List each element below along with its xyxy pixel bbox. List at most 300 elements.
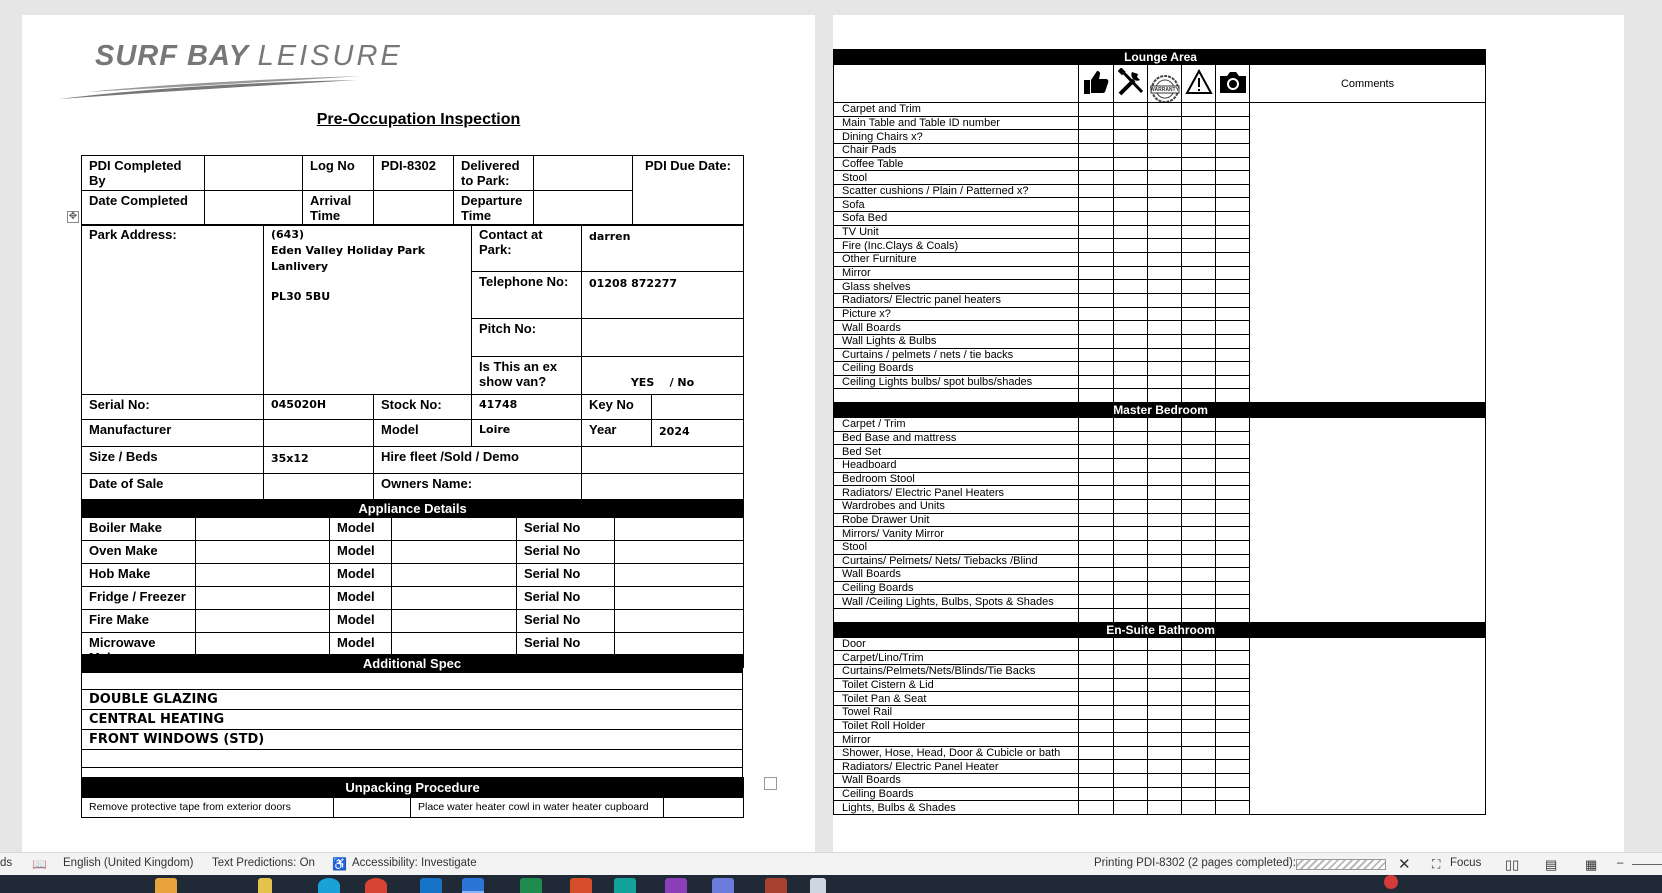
comments-field[interactable] [1250, 637, 1486, 814]
pitch-field[interactable] [582, 319, 744, 357]
checklist-checkbox[interactable] [1079, 321, 1114, 335]
model-value[interactable]: Loire [472, 420, 582, 447]
checklist-checkbox[interactable] [1148, 362, 1182, 376]
key-no-field[interactable] [652, 395, 744, 420]
book-icon[interactable]: 📖 [32, 857, 47, 871]
checklist-checkbox[interactable] [1148, 389, 1182, 403]
checklist-checkbox[interactable] [1114, 445, 1148, 459]
checklist-checkbox[interactable] [1216, 348, 1250, 362]
checklist-checkbox[interactable] [1114, 459, 1148, 473]
checklist-checkbox[interactable] [1079, 746, 1114, 760]
cancel-print-icon[interactable]: ✕ [1398, 856, 1411, 873]
delivered-to-park-field[interactable] [534, 156, 633, 191]
teams-icon[interactable] [614, 878, 636, 893]
checklist-checkbox[interactable] [1148, 787, 1182, 801]
checklist-checkbox[interactable] [1114, 554, 1148, 568]
checklist-checkbox[interactable] [1182, 225, 1216, 239]
checklist-checkbox[interactable] [1148, 719, 1182, 733]
chrome-icon[interactable] [365, 878, 387, 893]
language-indicator[interactable]: English (United Kingdom) [63, 857, 194, 869]
checklist-checkbox[interactable] [1182, 540, 1216, 554]
checklist-checkbox[interactable] [1216, 527, 1250, 541]
checklist-checkbox[interactable] [1079, 554, 1114, 568]
checklist-checkbox[interactable] [1148, 568, 1182, 582]
read-mode-icon[interactable]: ▯▯ [1505, 857, 1520, 872]
checklist-checkbox[interactable] [1148, 692, 1182, 706]
year-value[interactable]: 2024 [652, 420, 744, 447]
checklist-checkbox[interactable] [1148, 348, 1182, 362]
checklist-checkbox[interactable] [1079, 103, 1114, 117]
stock-no-value[interactable]: 41748 [472, 395, 582, 420]
checklist-checkbox[interactable] [1148, 774, 1182, 788]
spec-double-glazing[interactable]: DOUBLE GLAZING [82, 690, 743, 710]
checklist-checkbox[interactable] [1216, 334, 1250, 348]
checklist-checkbox[interactable] [1148, 253, 1182, 267]
checklist-checkbox[interactable] [1216, 651, 1250, 665]
checklist-checkbox[interactable] [1079, 116, 1114, 130]
spec-central-heating[interactable]: CENTRAL HEATING [82, 710, 743, 730]
checklist-checkbox[interactable] [1079, 362, 1114, 376]
checklist-checkbox[interactable] [1182, 103, 1216, 117]
checklist-checkbox[interactable] [1148, 212, 1182, 226]
checklist-checkbox[interactable] [1148, 143, 1182, 157]
checklist-checkbox[interactable] [1182, 389, 1216, 403]
checklist-checkbox[interactable] [1216, 499, 1250, 513]
checklist-checkbox[interactable] [1079, 212, 1114, 226]
checklist-checkbox[interactable] [1148, 334, 1182, 348]
word-icon[interactable] [462, 878, 484, 893]
checklist-checkbox[interactable] [1114, 486, 1148, 500]
box-app-icon[interactable] [810, 878, 826, 893]
checklist-checkbox[interactable] [1114, 198, 1148, 212]
checklist-checkbox[interactable] [1114, 431, 1148, 445]
size-beds-value[interactable]: 35x12 [264, 447, 374, 474]
checklist-checkbox[interactable] [1148, 513, 1182, 527]
checklist-checkbox[interactable] [1148, 307, 1182, 321]
checklist-checkbox[interactable] [1148, 157, 1182, 171]
checklist-checkbox[interactable] [1182, 293, 1216, 307]
checklist-checkbox[interactable] [1148, 554, 1182, 568]
checklist-checkbox[interactable] [1079, 184, 1114, 198]
appliance-model-field[interactable] [392, 610, 517, 633]
checklist-checkbox[interactable] [1079, 389, 1114, 403]
checklist-checkbox[interactable] [1216, 431, 1250, 445]
checklist-checkbox[interactable] [1148, 375, 1182, 389]
checklist-checkbox[interactable] [1148, 609, 1182, 623]
checklist-checkbox[interactable] [1079, 719, 1114, 733]
checklist-checkbox[interactable] [1216, 705, 1250, 719]
checklist-checkbox[interactable] [1216, 103, 1250, 117]
checklist-checkbox[interactable] [1182, 595, 1216, 609]
checklist-checkbox[interactable] [1216, 362, 1250, 376]
checklist-checkbox[interactable] [1148, 678, 1182, 692]
checklist-checkbox[interactable] [1182, 554, 1216, 568]
checklist-checkbox[interactable] [1182, 157, 1216, 171]
onenote-icon[interactable] [665, 878, 687, 893]
powerpoint-icon[interactable] [570, 878, 592, 893]
checklist-checkbox[interactable] [1182, 307, 1216, 321]
checklist-checkbox[interactable] [1148, 760, 1182, 774]
checklist-checkbox[interactable] [1114, 801, 1148, 815]
checklist-checkbox[interactable] [1114, 143, 1148, 157]
focus-icon[interactable]: ⛶ [1432, 857, 1441, 871]
checklist-checkbox[interactable] [1216, 321, 1250, 335]
checklist-checkbox[interactable] [1114, 746, 1148, 760]
checklist-checkbox[interactable] [1182, 375, 1216, 389]
accessibility-icon[interactable]: ♿ [332, 857, 347, 871]
checklist-checkbox[interactable] [1079, 157, 1114, 171]
comments-field[interactable] [1250, 418, 1486, 623]
checklist-checkbox[interactable] [1148, 664, 1182, 678]
appliance-make-field[interactable] [196, 610, 330, 633]
checklist-checkbox[interactable] [1148, 418, 1182, 432]
checklist-checkbox[interactable] [1216, 774, 1250, 788]
checklist-checkbox[interactable] [1148, 103, 1182, 117]
checklist-checkbox[interactable] [1216, 375, 1250, 389]
checklist-checkbox[interactable] [1079, 334, 1114, 348]
checklist-checkbox[interactable] [1216, 239, 1250, 253]
checklist-checkbox[interactable] [1114, 705, 1148, 719]
checklist-checkbox[interactable] [1114, 678, 1148, 692]
checklist-checkbox[interactable] [1148, 801, 1182, 815]
checklist-checkbox[interactable] [1079, 225, 1114, 239]
checklist-checkbox[interactable] [1079, 280, 1114, 294]
checklist-checkbox[interactable] [1148, 130, 1182, 144]
checklist-checkbox[interactable] [1216, 293, 1250, 307]
telephone-value[interactable]: 01208 872277 [582, 272, 744, 319]
checklist-checkbox[interactable] [1114, 719, 1148, 733]
checklist-checkbox[interactable] [1079, 513, 1114, 527]
checklist-checkbox[interactable] [1079, 733, 1114, 747]
notification-badge[interactable] [1384, 875, 1398, 889]
checklist-checkbox[interactable] [1216, 225, 1250, 239]
checklist-checkbox[interactable] [1114, 692, 1148, 706]
checklist-checkbox[interactable] [1182, 171, 1216, 185]
checklist-checkbox[interactable] [1182, 651, 1216, 665]
print-layout-icon[interactable]: ▤ [1545, 857, 1558, 872]
checklist-checkbox[interactable] [1079, 527, 1114, 541]
checklist-checkbox[interactable] [1079, 637, 1114, 651]
checklist-checkbox[interactable] [1148, 651, 1182, 665]
checklist-checkbox[interactable] [1182, 486, 1216, 500]
serial-no-value[interactable]: 045020H [264, 395, 374, 420]
checklist-checkbox[interactable] [1079, 293, 1114, 307]
hire-sold-demo-field[interactable] [582, 447, 744, 474]
checklist-checkbox[interactable] [1182, 787, 1216, 801]
checklist-checkbox[interactable] [1216, 609, 1250, 623]
edge-icon[interactable] [318, 878, 340, 893]
checklist-checkbox[interactable] [1216, 472, 1250, 486]
checklist-checkbox[interactable] [1216, 595, 1250, 609]
checklist-checkbox[interactable] [1216, 266, 1250, 280]
checklist-checkbox[interactable] [1114, 375, 1148, 389]
checklist-checkbox[interactable] [1114, 253, 1148, 267]
checklist-checkbox[interactable] [1182, 499, 1216, 513]
checklist-checkbox[interactable] [1079, 130, 1114, 144]
checklist-checkbox[interactable] [1148, 705, 1182, 719]
checklist-checkbox[interactable] [1182, 581, 1216, 595]
appliance-make-field[interactable] [196, 518, 330, 541]
checklist-checkbox[interactable] [1114, 774, 1148, 788]
checklist-checkbox[interactable] [1148, 637, 1182, 651]
checklist-checkbox[interactable] [1114, 130, 1148, 144]
appliance-make-field[interactable] [196, 587, 330, 610]
checklist-checkbox[interactable] [1216, 801, 1250, 815]
appliance-model-field[interactable] [392, 518, 517, 541]
text-predictions-indicator[interactable]: Text Predictions: On [212, 857, 315, 869]
checklist-checkbox[interactable] [1148, 431, 1182, 445]
checklist-checkbox[interactable] [1182, 568, 1216, 582]
checklist-checkbox[interactable] [1216, 678, 1250, 692]
checklist-checkbox[interactable] [1182, 212, 1216, 226]
checklist-checkbox[interactable] [1079, 664, 1114, 678]
checklist-checkbox[interactable] [1114, 733, 1148, 747]
checklist-checkbox[interactable] [1148, 581, 1182, 595]
folder-icon[interactable] [258, 878, 272, 893]
checklist-checkbox[interactable] [1182, 459, 1216, 473]
checklist-checkbox[interactable] [1079, 568, 1114, 582]
checklist-checkbox[interactable] [1182, 527, 1216, 541]
checklist-checkbox[interactable] [1216, 581, 1250, 595]
park-address-value[interactable] [264, 225, 472, 395]
checklist-checkbox[interactable] [1148, 746, 1182, 760]
spec-blank-row[interactable] [82, 750, 743, 768]
checklist-checkbox[interactable] [1182, 760, 1216, 774]
checklist-checkbox[interactable] [1114, 116, 1148, 130]
checklist-checkbox[interactable] [1182, 664, 1216, 678]
checklist-checkbox[interactable] [1148, 293, 1182, 307]
checklist-checkbox[interactable] [1182, 637, 1216, 651]
word-count-partial[interactable]: ds [0, 857, 13, 869]
checklist-checkbox[interactable] [1079, 774, 1114, 788]
checklist-checkbox[interactable] [1079, 253, 1114, 267]
excel-icon[interactable] [520, 878, 542, 893]
checklist-checkbox[interactable] [1216, 184, 1250, 198]
checklist-checkbox[interactable] [1182, 431, 1216, 445]
checklist-checkbox[interactable] [1079, 472, 1114, 486]
checklist-checkbox[interactable] [1216, 253, 1250, 267]
checklist-checkbox[interactable] [1216, 445, 1250, 459]
appliance-model-field[interactable] [392, 587, 517, 610]
checklist-checkbox[interactable] [1079, 307, 1114, 321]
checklist-checkbox[interactable] [1182, 445, 1216, 459]
checklist-checkbox[interactable] [1182, 774, 1216, 788]
checklist-checkbox[interactable] [1148, 225, 1182, 239]
checklist-checkbox[interactable] [1114, 637, 1148, 651]
checklist-checkbox[interactable] [1114, 157, 1148, 171]
checklist-checkbox[interactable] [1079, 171, 1114, 185]
checklist-checkbox[interactable] [1216, 171, 1250, 185]
focus-button[interactable]: Focus [1450, 857, 1482, 869]
checklist-checkbox[interactable] [1148, 595, 1182, 609]
checklist-checkbox[interactable] [1216, 157, 1250, 171]
checklist-checkbox[interactable] [1182, 334, 1216, 348]
checklist-checkbox[interactable] [1182, 705, 1216, 719]
checklist-checkbox[interactable] [1216, 389, 1250, 403]
checklist-checkbox[interactable] [1216, 513, 1250, 527]
outlook-icon[interactable] [420, 878, 442, 893]
accessibility-indicator[interactable]: Accessibility: Investigate [352, 857, 477, 869]
checklist-checkbox[interactable] [1079, 375, 1114, 389]
checklist-checkbox[interactable] [1148, 239, 1182, 253]
checklist-checkbox[interactable] [1079, 787, 1114, 801]
checklist-checkbox[interactable] [1216, 787, 1250, 801]
checklist-checkbox[interactable] [1216, 664, 1250, 678]
checklist-checkbox[interactable] [1182, 418, 1216, 432]
checklist-checkbox[interactable] [1114, 266, 1148, 280]
checklist-checkbox[interactable] [1114, 760, 1148, 774]
checklist-checkbox[interactable] [1114, 362, 1148, 376]
checklist-checkbox[interactable] [1079, 348, 1114, 362]
checklist-checkbox[interactable] [1216, 116, 1250, 130]
checklist-checkbox[interactable] [1079, 198, 1114, 212]
appliance-make-field[interactable] [196, 564, 330, 587]
checklist-checkbox[interactable] [1148, 527, 1182, 541]
web-layout-icon[interactable]: ▦ [1585, 857, 1598, 872]
checklist-checkbox[interactable] [1114, 307, 1148, 321]
checklist-checkbox[interactable] [1216, 760, 1250, 774]
checklist-checkbox[interactable] [1182, 253, 1216, 267]
checklist-checkbox[interactable] [1079, 418, 1114, 432]
checklist-checkbox[interactable] [1079, 705, 1114, 719]
checklist-checkbox[interactable] [1079, 431, 1114, 445]
checklist-checkbox[interactable] [1182, 362, 1216, 376]
checklist-checkbox[interactable] [1216, 212, 1250, 226]
checklist-checkbox[interactable] [1079, 143, 1114, 157]
date-completed-field[interactable] [205, 191, 303, 226]
checklist-checkbox[interactable] [1182, 692, 1216, 706]
checklist-checkbox[interactable] [1148, 540, 1182, 554]
checklist-checkbox[interactable] [1114, 568, 1148, 582]
checklist-checkbox[interactable] [1182, 198, 1216, 212]
checklist-checkbox[interactable] [1216, 418, 1250, 432]
checklist-checkbox[interactable] [1114, 334, 1148, 348]
checklist-checkbox[interactable] [1216, 746, 1250, 760]
appliance-serial-field[interactable] [615, 541, 744, 564]
checklist-checkbox[interactable] [1114, 389, 1148, 403]
appliance-model-field[interactable] [392, 564, 517, 587]
checklist-checkbox[interactable] [1148, 280, 1182, 294]
checklist-checkbox[interactable] [1182, 733, 1216, 747]
checklist-checkbox[interactable] [1182, 348, 1216, 362]
checklist-checkbox[interactable] [1079, 595, 1114, 609]
checklist-checkbox[interactable] [1079, 266, 1114, 280]
checklist-checkbox[interactable] [1079, 692, 1114, 706]
appliance-serial-field[interactable] [615, 518, 744, 541]
checklist-checkbox[interactable] [1079, 459, 1114, 473]
checklist-checkbox[interactable] [1216, 637, 1250, 651]
checklist-checkbox[interactable] [1182, 472, 1216, 486]
date-of-sale-field[interactable] [264, 474, 374, 501]
contact-value[interactable]: darren [582, 225, 744, 272]
file-explorer-icon[interactable] [155, 878, 177, 893]
checklist-checkbox[interactable] [1216, 486, 1250, 500]
checklist-checkbox[interactable] [1182, 143, 1216, 157]
arrival-time-field[interactable] [374, 191, 454, 226]
checklist-checkbox[interactable] [1148, 472, 1182, 486]
checklist-checkbox[interactable] [1182, 321, 1216, 335]
checklist-checkbox[interactable] [1182, 280, 1216, 294]
checklist-checkbox[interactable] [1114, 225, 1148, 239]
zoom-out-icon[interactable]: – [1617, 857, 1624, 869]
checklist-checkbox[interactable] [1114, 499, 1148, 513]
checklist-checkbox[interactable] [1148, 116, 1182, 130]
zoom-slider[interactable] [1632, 864, 1662, 865]
checklist-checkbox[interactable] [1079, 581, 1114, 595]
checklist-checkbox[interactable] [1114, 321, 1148, 335]
spec-blank-row[interactable] [82, 673, 743, 690]
checklist-checkbox[interactable] [1182, 719, 1216, 733]
checklist-checkbox[interactable] [1114, 418, 1148, 432]
checklist-checkbox[interactable] [1182, 746, 1216, 760]
checklist-checkbox[interactable] [1216, 307, 1250, 321]
checklist-checkbox[interactable] [1114, 212, 1148, 226]
checklist-checkbox[interactable] [1148, 184, 1182, 198]
unpacking-check-right[interactable] [664, 798, 744, 818]
checklist-checkbox[interactable] [1182, 239, 1216, 253]
checklist-checkbox[interactable] [1216, 719, 1250, 733]
checklist-checkbox[interactable] [1114, 513, 1148, 527]
checklist-checkbox[interactable] [1079, 540, 1114, 554]
checklist-checkbox[interactable] [1114, 171, 1148, 185]
checklist-checkbox[interactable] [1079, 239, 1114, 253]
checklist-checkbox[interactable] [1114, 595, 1148, 609]
checklist-checkbox[interactable] [1182, 678, 1216, 692]
checklist-checkbox[interactable] [1114, 472, 1148, 486]
checklist-checkbox[interactable] [1182, 513, 1216, 527]
checklist-checkbox[interactable] [1148, 171, 1182, 185]
checklist-checkbox[interactable] [1148, 198, 1182, 212]
checklist-checkbox[interactable] [1114, 540, 1148, 554]
checklist-checkbox[interactable] [1079, 651, 1114, 665]
spec-front-windows[interactable]: FRONT WINDOWS (STD) [82, 730, 743, 750]
checklist-checkbox[interactable] [1148, 733, 1182, 747]
checklist-checkbox[interactable] [1114, 664, 1148, 678]
checklist-checkbox[interactable] [1148, 266, 1182, 280]
comments-field[interactable] [1250, 103, 1486, 403]
checklist-checkbox[interactable] [1114, 184, 1148, 198]
manufacturer-field[interactable] [264, 420, 374, 447]
checklist-checkbox[interactable] [1148, 486, 1182, 500]
checklist-checkbox[interactable] [1079, 499, 1114, 513]
checklist-checkbox[interactable] [1114, 527, 1148, 541]
checklist-checkbox[interactable] [1148, 445, 1182, 459]
checklist-checkbox[interactable] [1148, 321, 1182, 335]
checklist-checkbox[interactable] [1216, 733, 1250, 747]
checklist-checkbox[interactable] [1114, 348, 1148, 362]
checklist-checkbox[interactable] [1079, 801, 1114, 815]
checklist-checkbox[interactable] [1182, 184, 1216, 198]
checklist-checkbox[interactable] [1079, 445, 1114, 459]
checklist-checkbox[interactable] [1079, 678, 1114, 692]
checklist-checkbox[interactable] [1182, 116, 1216, 130]
checklist-checkbox[interactable] [1216, 554, 1250, 568]
checklist-checkbox[interactable] [1114, 581, 1148, 595]
unpacking-check-left[interactable] [334, 798, 411, 818]
app-icon[interactable] [712, 878, 734, 893]
appliance-serial-field[interactable] [615, 564, 744, 587]
checklist-checkbox[interactable] [1216, 459, 1250, 473]
appliance-serial-field[interactable] [615, 610, 744, 633]
log-no-value[interactable]: PDI-8302 [374, 156, 454, 191]
checklist-checkbox[interactable] [1114, 103, 1148, 117]
checklist-checkbox[interactable] [1114, 293, 1148, 307]
checklist-checkbox[interactable] [1148, 499, 1182, 513]
checklist-checkbox[interactable] [1182, 266, 1216, 280]
checklist-checkbox[interactable] [1114, 280, 1148, 294]
appliance-serial-field[interactable] [615, 587, 744, 610]
checklist-checkbox[interactable] [1114, 609, 1148, 623]
